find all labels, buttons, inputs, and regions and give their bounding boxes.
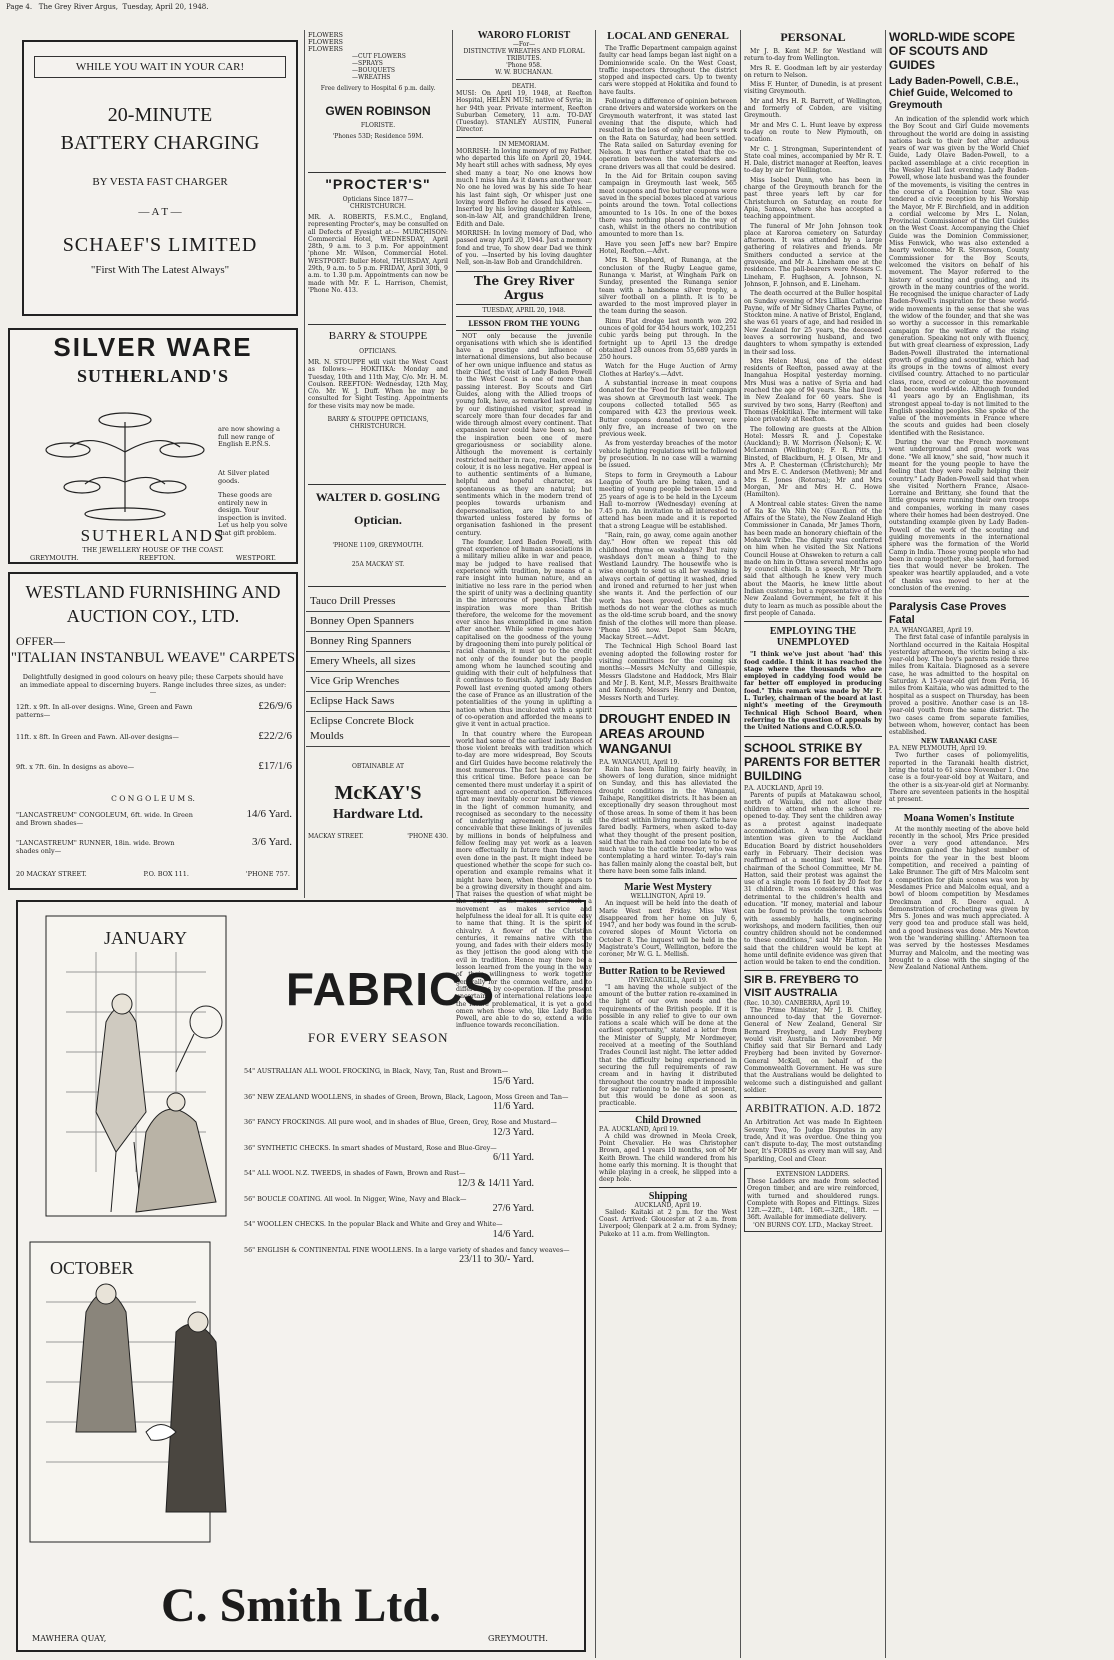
westland-pobox: P.O. BOX 111.	[143, 870, 189, 878]
flower-kind: —SPRAYS	[352, 60, 383, 67]
taranaki-body: Two further cases of poliomyelitis, reported in the Taranaki health district, bring the total to 61 since November 1. One case is a four-year-old boy at Waitara, and the other is a six-year-old girl at Normanby. There are seventeen patients in the hospital at present.	[889, 752, 1029, 804]
divider	[599, 1187, 737, 1188]
flower-kinds	[308, 53, 448, 81]
personal-paragraph: The death occurred at the Buller hospital on Sunday evening of Mrs Lillian Catherine Payne, wife of Mr Sidney Charles Payne, of Stockton mine. A native of Bristol, England, she was 61 years of age, and had resided in New Zealand for 25 years, the deceased leaves a sorrowing husband, and two daughters to whom sympathy is extended in their sad loss.	[744, 290, 882, 356]
epergne-arm-left	[70, 441, 125, 452]
local-paragraph: Have you seen Jeff's new bar? Empire Hotel, Reefton.—Advt.	[599, 240, 737, 256]
divider	[599, 706, 737, 707]
divider	[599, 1111, 737, 1112]
editorial-title: LESSON FROM THE YOUNG	[468, 318, 580, 328]
fabrics-subtitle: FOR EVERY SEASON	[308, 1030, 449, 1045]
procters-city: CHRISTCHURCH.	[350, 203, 406, 210]
sutherland-tagline: THE JEWELLERY HOUSE OF THE COAST.	[82, 546, 224, 554]
local-paragraph: Rimu Flat dredge last month won 292 ounces of gold for 454 hours work, 102,251 cubic yards being put through. In the fortnight up to April 13 the dredge obtained 128 ounces from 55,689 yards in 250 hours.	[599, 317, 737, 362]
sutherland-towns	[30, 554, 276, 562]
westland-congoleums-heading: C O N G O L E U M S.	[111, 794, 195, 803]
editorial-paragraph: In that country where the European world had some of the earliest instances of those violent breaks with tradition which to-day are more widespread, Boy Scouts and Girl Guides have become relatively the most numerous. The fact has a lesson for this critical time. Before peace can be cemented there must underlay it a spirit of agreement and co-operation. Differences that may inevitably occur must be viewed in the light of common humanity, and recognised as secondary to the necessity of underlying agreement. It is still conceivable that these linkings of juveniles by millions in bonds of helpfulness and fellow feeling may yet work as a leaven more effectually in future than they have even done in the past. It might indeed be questioned whether the scope for such co-operation and example remains what it might have been, when there appears to be a growing diversity in thought and aim. That raises the question of what might be the core or the essence of such a movement as makes service and helpfulness the ideal for all. It is quite easy to name that thing. It is the spirit of chivalry. A flower of the Christian centuries, it remains native with the young, and fades with their elders mostly as they jettison the good along with the evil in tradition. Hence may there be a lesson learned from the young in the way of their willingness to work together generally for the common welfare, and to differences by co-operation. If the present uncertainty of international relations leave the future problematical, it is yet a good omen when those who, like Lady Baden Powell, are able to do so, extend a wide influence towards reconciliation.	[456, 730, 592, 1030]
marie-west-title: Marie West Mystery	[624, 882, 712, 894]
schaef-by-line: BY VESTA FAST CHARGER	[92, 176, 228, 188]
child-drowned-title: Child Drowned	[635, 1114, 701, 1126]
westland-footer	[16, 870, 290, 878]
mckays-item: Emery Wheels, all sizes	[306, 652, 450, 672]
school-strike-dateline: P.A. AUCKLAND, April 19.	[744, 784, 824, 792]
schaef-name: SCHAEF'S LIMITED	[62, 234, 258, 256]
westland-intro: Delightfully designed in good colours on heavy pile; these Carpets should have an immediate appeal to discerning buyers. Range includes three sizes, as under:—	[19, 674, 287, 696]
marie-west-body: An inquest will be held into the death of Marie West next Friday. Miss West disappeared from her home on July 6, 1947, and her body was found in the scrub-covered slopes of Mount Victoria on October 8. The inquest will be held in the Magistrate's Court, Wellington, before the coroner, Mr W. G. L. Mellish.	[599, 900, 737, 959]
taranaki-heading: NEW TARANAKI CASE	[921, 738, 997, 746]
procters-since: Opticians Since 1877—	[342, 196, 414, 203]
westland-congoleum-item	[16, 836, 292, 864]
schaef-heading-1: 20-MINUTE	[107, 104, 213, 126]
personal-paragraph: Miss F. Hunter, of Dunedin, is at present visiting Greymouth.	[744, 81, 882, 96]
local-paragraph: As from yesterday breaches of the motor vehicle lighting regulations will be followed by prosecution. In no case will a warning be issued.	[599, 440, 737, 470]
local-paragraph: Following a difference of opinion between crane drivers and waterside workers on the Greymouth waterfront, it was stated last evening that the dispute, which had resulted in the loss of only one hour's work on the Rata on Saturday, had been settled. The Rata sailed on Saturday evening for Nelson. It was further stated that the co-operation between the watersiders and crane drivers was all that could be desired.	[599, 98, 737, 171]
mckays-item: Eclipse Concrete Block Moulds	[306, 712, 450, 747]
column-rule	[885, 30, 886, 1658]
editorial-date: TUESDAY, APRIL 20, 1948.	[482, 306, 566, 314]
robinson-florist-ad	[308, 32, 448, 182]
local-general-title: LOCAL AND GENERAL	[607, 30, 729, 42]
personal-paragraph: Mr J. B. Kent M.P. for Westland will return to-day from Wellington.	[744, 48, 882, 63]
school-strike-body: Parents of pupils at Matakawau school, north of Waiuku, did not allow their children to attend when the school re-opened to-day. They sent the children away as a protest against inadequate accommodation. A warning of their intention was given to the Auckland Education Board by district householders early in February. Their decision was reaffirmed at a meeting last week. The chairman of the School Committee, Mr M. Hatton, said their protest was against the use of a single room 16 feet by 20 feet for 31 children. It was considered this was detrimental to the children's health and education. "If money, material and labour can be found to provide the town schools with assembly halls, engineering workshops, and modern facilities, then our country children should not be condemned to these conditions," said Mr Hatton. He said that the children would be kept at home until definite evidence was given that action would be taken to end the condition.	[744, 791, 882, 967]
butter-dateline: INVERCARGILL, April 19.	[628, 976, 708, 984]
butter-body: "I am having the whole subject of the amount of the butter ration re-examined in the light of our own needs and the requirements of the British people. If it is possible in any relief to give to our own rations a scale which will be done at the earliest opportunity," stated a letter from the Minister of Supply, Mr Nordmeyer, received at a meeting of the Southland Trades Council last night. The letter added that the difficulty being experienced in securing the full requirements of raw cream and in having it distributed throughout the country made it impossible for sugar rationing to be lifted at present, but this would be done as soon as practicable.	[599, 983, 737, 1108]
scouts-body: An indication of the splendid work which the Boy Scout and Girl Guide movements throughout the world are doing in assisting nations back to their feet after arduous years of war was given by the World Chief Guide, Lady Olave Baden-Powell, to a packed assemblage at a civic reception in the Wesley Hall last evening. Lady Baden-Powell, whose late husband was the founder of the movements, is visiting the centres in the course of a Dominion tour. She was tendered a civic reception by his Worship the Mayor, Mr F. Birchfield, and in addition a cordial welcome by Mrs L. Nolan, Provincial Commissioner of the Girl Guides on the West Coast. Accompanying the Chief Guide was the Dominion Commissioner, Miss Fenwick, who was also extended a hearty welcome. Mr R. Stevenson, County Commissioner for the Boy Scouts, welcomed the visitors on behalf of his movement. The Mayor referred to the history of scouting and guiding, and its growth in the many countries of the world. He recognised the unique character of Lady Baden-Powell's inspiration for these world-wide movements in the sense that she was the widow of the founder, and that she was so worthy a successor in this remarkable campaign for the welfare of the rising generation. Speaking not only with fluency, but with great clearness of expression, Lady Baden-Powell illustrated the international growth of guiding and scouting, which had its groups in the towns of almost every civilised country. Attached to no particular class, race, creed or colour, the movement had become world-wide. Although founded 41 years ago by an Englishman, its strongest appeal to-day is not limited to the English speaking peoples. She spoke of the value of the movements in France where the scouts and guides had been closely identified with the Resistance.	[889, 116, 1029, 437]
epergne-arm-low-right	[125, 477, 165, 484]
mckays-phone: 'PHONE 430.	[407, 833, 448, 840]
arbitration-body: An Arbitration Act was made In Eighteen Seventy Two, To Judge Disputes in any trade, And it was overdue. One thing you can't dispute to-day, The most outstanding beer, It's FORDS as every man will say, And Sparkling, Cool and Clear.	[744, 1119, 882, 1163]
fabric-desc: 54" ALL WOOL N.Z. TWEEDS, in shades of Fawn, Brown and Rust—	[244, 1169, 466, 1177]
personal-paragraph: Mr and Mrs C. L. Hunt leave by express to-day on route to New Plymouth, on vacation.	[744, 121, 882, 144]
flowers-line: FLOWERS	[308, 38, 343, 46]
personal-paragraph: Mr C. J. Strongman, Superintendent of State coal mines, accompanied by Mr R. T. H. Dale, district manager at Reefton, leaves to-day by air for Wellington.	[744, 145, 882, 175]
westland-item-desc: "LANCASTREUM" CONGOLEUM, 6ft. wide. In Green and Brown shades—	[16, 811, 193, 827]
freyberg-body: The Prime Minister, Mr J. B. Chifley, announced to-day that the Governor-General of New Zealand, General Sir Bernard Freyberg, and Lady Freyberg would visit Australia in November. Mr Chifley said that Sir Bernard and Lady Freyberg had been invited by Governor-General McKell, on behalf of the Commonwealth Government. He was sure that the Australians would be delighted to welcome such a distinguished and gallant soldier.	[744, 1006, 882, 1094]
mckays-address: MACKAY STREET.	[308, 833, 364, 840]
gwen-robinson-name: GWEN ROBINSON	[325, 104, 431, 118]
epergne-bowl-low-right	[150, 481, 186, 493]
mckays-item: Tauco Drill Presses	[306, 592, 450, 612]
freyberg-dateline: (Rec. 10.30). CANBERRA, April 19.	[744, 999, 852, 1007]
local-paragraph: "Rain, rain, go away, come again another day." How often we repeat this old childhood rhyme on washdays? But rainy washdays don't mean a thing to the Westland Laundry. The housewife who is wise enough to send us all her washing is always certain of getting it washed, dried and ironed and returned to her just when she wants it. And the perfection of our work has been proved. Our scientific methods do not wear the clothes as much as the old-time scrub board, and the snowy finish of the clothes will more than please. 'Phone 136 now. Depot Sam McArn, Mackay Street.—Advt.	[599, 532, 737, 642]
fabric-price: 23/11 to 30/- Yard.	[459, 1254, 534, 1265]
column-three	[456, 30, 592, 1658]
memoriam-notice: MORRISH: In loving memory of my Father, who departed this life on April 20, 1944. My heart still aches with sadness, My eyes shed many a tear, No one knows how much I miss him As it dawns another year. No one he loved was by his side To hear his last faint sigh, Or whisper just one loving word Before he closed his eyes. —Inserted by his loving daughter Kathleen, son-in-law Alf, and grandchildren Irene, Edith and Dale.	[456, 147, 592, 228]
procters-body: MR. A. ROBERTS, F.S.M.C., England, representing Procter's, may be consulted on all Defects of Eyesight at:— MURCHISON: Commercial Hotel, WEDNESDAY, April 28th, 9 a.m. to 3 p.m. For appointment 'phone Mr. Wilson, Commercial Hotel. WESTPORT: Buller Hotel, THURSDAY, April 29th, 9 a.m. to 5 p.m. FRIDAY, April 30th, 9 a.m. to 1.30 p.m. Appointments can now be made with Mr. F. L. Harrison, Chemist, 'Phone No. 413.	[308, 214, 448, 294]
gosling-ad	[308, 490, 448, 580]
divider	[744, 621, 882, 622]
ladders-body: These Ladders are made from selected Oregon timber, and are wire reinforced, with turned and shouldered rungs. Complete with Ropes and Fittings. Sizes 12ft.—22ft., 14ft. 16ft.—32ft., 18ft. — 36ft. Available for immediate delivery.	[747, 1178, 879, 1222]
barry-sub: OPTICIANS.	[359, 348, 397, 355]
westland-carpet-item	[16, 730, 292, 760]
c-smith-address: MAWHERA QUAY,	[32, 1634, 107, 1643]
waroro-owner: W. W. BUCHANAN.	[495, 69, 553, 76]
westland-carpet-list	[16, 700, 292, 790]
westland-carpets-heading: "ITALIAN INSTANBUL WEAVE" CARPETS	[10, 650, 296, 666]
westland-offer: OFFER—	[16, 634, 66, 648]
epergne-bowl-right	[160, 443, 204, 457]
westland-carpet-item	[16, 700, 292, 730]
gosling-sub: Optician.	[354, 513, 402, 527]
divider	[308, 586, 446, 587]
westland-carpet-item	[16, 760, 292, 790]
schaef-heading-2: BATTERY CHARGING	[60, 132, 260, 154]
epergne-bowl-low-left	[64, 481, 100, 493]
schaef-ad	[22, 40, 298, 316]
divider	[889, 596, 1029, 597]
divider	[308, 484, 446, 485]
mckays-item: Bonney Open Spanners	[306, 612, 450, 632]
westland-item-price: £26/9/6	[258, 700, 292, 712]
flowers-line: FLOWERS	[308, 45, 343, 53]
fabric-price: 14/6 Yard.	[492, 1228, 534, 1240]
flowers-delivery: Free delivery to Hospital 6 p.m. daily.	[320, 85, 436, 92]
personal-paragraph: Mrs R. E. Goodman left by air yesterday on return to Nelson.	[744, 64, 882, 79]
death-heading: DEATH.	[511, 83, 537, 90]
paralysis-body: The first fatal case of infantile paralysis in Northland occurred in the Kaitaia Hospital yesterday afternoon, the victim being a six-year-old boy. The boy's parents reside three miles from Kaitaia. Diagnosed as a severe case, he was admitted to the hospital on Saturday. A 15-year-old girl from Peria, 16 miles from Kaitaia, who was admitted to the hospital as a suspect on Thursday, has been proved a positive. Another case is an 18-year-old youth from the same district. The two cases came from separate families, between whom, however, contact has been established.	[889, 634, 1029, 737]
westland-heading-2: AUCTION COY., LTD.	[66, 606, 240, 626]
personal-paragraph: The following are guests at the Albion Hotel: Messrs R. and J. Copestake (Auckland); B. W. Morrison (Nelson); K. W. McLennan (Wellington); F. R. Pitts, J. Binsted, of Blackburn, H. J. Olsen, Mr and Mrs A. P. Chesterman (Christchurch); Mr and Mrs E. C. Anderson (Methven); Mr and Mrs E. Jones (Rotorua); Mr and Mrs Morgan, Mr and Mrs H. C. Howe (Hamilton).	[744, 425, 882, 499]
woman-figure-head	[188, 1312, 208, 1332]
barry-body: MR. N. STOUPPE will visit the West Coast as follows:— HOKITIKA: Monday and Tuesday, 10th and 11th May, C/o. Mr. H. M. Coulson. REEFTON: Wednesday, 12th May, C/o. Mr. W. J. Duff. When he may be consulted for Sight Testing. Appointments for these visits may now be made.	[308, 359, 448, 410]
local-paragraph: Watch for the Huge Auction of Army Clothes at Harley's.—Advt.	[599, 363, 737, 378]
ladders-company: 'ON BURNS COY. LTD., Mackay Street.	[753, 1221, 873, 1229]
mckays-item: Vice Grip Wrenches	[306, 672, 450, 692]
divider	[599, 962, 737, 963]
divider	[599, 878, 737, 879]
calendar-label-october: OCTOBER	[50, 1258, 134, 1278]
mckays-item: Bonney Ring Spanners	[306, 632, 450, 652]
flower-kind: —BOUQUETS	[352, 67, 395, 74]
column-six	[889, 30, 1029, 1658]
fabric-desc: 36" SYNTHETIC CHECKS. In smart shades of Mustard, Rose and Blue-Grey—	[244, 1143, 497, 1152]
school-strike-title: SCHOOL STRIKE BY PARENTS FOR BETTER BUILDING	[744, 740, 881, 783]
sutherland-subheading: SUTHERLAND'S	[76, 366, 230, 386]
shipping-dateline: AUCKLAND, April 19.	[634, 1201, 702, 1209]
gwen-robinson-phones: 'Phones 53D; Residence 59M.	[332, 133, 424, 140]
personal-title: PERSONAL	[780, 30, 846, 44]
shipping-body: Sailed: Kaitaki at 2 p.m. for the West Coast. Arrived: Gloucester at 2 a.m. from Liverpool; Glenpark at 2 a.m. from Sydney; Pukeko at 11 a.m. from Wellington.	[599, 1208, 737, 1238]
divider	[456, 304, 592, 305]
fabrics-title: FABRICS	[286, 963, 495, 1015]
waroro-services: DISTINCTIVE WREATHS AND FLORAL TRIBUTES.	[463, 48, 585, 62]
epergne-arm-low-left	[85, 477, 125, 484]
c-smith-name: C. Smith Ltd.	[160, 1579, 442, 1632]
barry-stouppe-ad	[308, 330, 448, 480]
moana-body: At the monthly meeting of the above held recently in the school, Mrs Price presided over a very good attendance. Mrs Dreckman gained the highest number of points for the year in the best bloom competition, and received a painting of Lake Brunner. The gift of Mrs Malcolm sent a competition for plain scones was won by Mesdames Price and Malcolm equal, and a bowl of bloom competition by Mesdames Dreckman and R. Deere equal. A demonstration of crocheting was given by Mrs S. Jones and was much appreciated. A very good tea and produce stall was held, and a good business was done. Mrs Newton won the 'wandering shilling.' Afternoon tea was served by the hostesses Mesdames Murray and Malcolm, and the meeting was brought to a close with the singing of the New Zealand National Anthem.	[889, 825, 1029, 972]
memoriam-notice: MORRISH: In loving memory of Dad, who passed away April 20, 1944. Just a memory fond and true, To show dear Dad we think of you. —Inserted by his loving daughter Nell, son-in-law Bob and Grandchildren.	[456, 230, 592, 267]
newspaper-flag: The Grey River Argus	[473, 273, 575, 302]
ladders-ad	[744, 1168, 882, 1232]
fabric-price: 27/6 Yard.	[492, 1203, 534, 1214]
paralysis-title: Paralysis Case Proves Fatal	[889, 601, 1007, 627]
local-paragraph: A substantial increase in meat coupons donated for the 'Food for Britain' campaign was shown at Greymouth last week. The coupons collected totalled 565 as compared with 423 the previous week. Butter coupons donated however, were only five, an increase of two on the previous week.	[599, 380, 737, 439]
divider	[456, 137, 592, 138]
woman-figure-coat-dark	[166, 1324, 226, 1512]
moana-title: Moana Women's Institute	[903, 812, 1015, 824]
gosling-address: 25A MACKAY ST.	[351, 561, 405, 568]
sutherland-ad	[8, 328, 298, 564]
page-number: Page 4.	[6, 3, 33, 11]
divider	[456, 316, 592, 317]
mckays-ad	[306, 592, 450, 892]
westland-item-desc: 9ft. x 7ft. 6in. In designs as above—	[16, 763, 135, 771]
column-rule	[740, 30, 741, 1658]
westland-ad	[8, 572, 298, 890]
gosling-name: WALTER D. GOSLING	[315, 490, 441, 504]
scouts-body: During the war the French movement went underground and great work was done. "We all know," she said, "how much it meant for the young people to have the feeling that they were really helping their country." Lady Baden-Powell said that when she visited Northern France, Alsace-Lorraine and Brittany, she found that the little groups were running their own troops and companies, working in many cases where their homes had been destroyed. One outstanding example given by Lady Baden-Powell of the work of the scouting and guiding movements in the international sphere was the formation of the World Camp in India. Those young people who had been in camp together, she said, had formed ties that would never be broken. The speaker was heartily applauded, and a vote of thanks was moved to her at the conclusion of the evening.	[889, 439, 1029, 592]
drought-dateline: P.A. WANGANUI, April 19.	[599, 758, 680, 766]
divider	[744, 736, 882, 737]
fabric-price: 6/11 Yard.	[492, 1152, 534, 1163]
local-paragraph: The Technical High School Board last evening adopted the following roster for visiting committees for the coming six months:—Messrs McNulty and Gillespie, Messrs Gladstone and Haddock, Mrs Blair and Mr J. B. Kent, M.P., Messrs Braithwaite and Kennedy, Messrs Henry and Denton, Messrs North and Turley.	[599, 643, 737, 702]
fabric-price: 12/3 Yard.	[492, 1126, 534, 1138]
sutherland-town: WESTPORT.	[235, 554, 276, 562]
barry-footer: BARRY & STOUPPE OPTICIANS, CHRISTCHURCH.	[327, 416, 429, 431]
mckays-hardware: Hardware Ltd.	[333, 807, 423, 822]
fabric-desc: 56" ENGLISH & CONTINENTAL FINE WOOLLENS. In a large variety of shades and fancy weaves—	[244, 1245, 570, 1254]
column-rule	[452, 30, 453, 898]
westland-item-price: £17/1/6	[258, 760, 292, 772]
sutherland-copy-1: are now showing a full new range of English E.P.N.S.	[218, 426, 280, 448]
marie-west-dateline: WELLINGTON, April 19.	[630, 893, 706, 901]
fabric-desc: 36" NEW ZEALAND WOOLLENS, in shades of Green, Brown, Black, Lagoon, Moss Green and Tan—	[244, 1092, 569, 1101]
editorial-paragraph: The founder, Lord Baden Powell, with great experience of human associations in a military milieu alike in war and peace, may be judged to have realised that experience with tradition, by means of a rare insight into human nature, and an initiative no less rare in the period when the spirit of unity was a declining quantity in the intercourse of peoples. That the inspiration was more than British therefore, the welcome for the movement ever since has exemplified in one nation after another. While some regimes have capitalised on the goodness of the young by dragooning them into purely political or racial channels, it must go to the credit not only of the founder but the people among whom he launched scouting and guiding with their cult of helpfulness that it continues to flourish. Aptly Lady Baden Powell last evening quoted among others the case of France as an illustration of the potentialities of the young in uplifting a nation when thus inculcated with a spirit of co-operation and afforded the means to give it vent in actual practice.	[456, 538, 592, 729]
westland-item-desc: 12ft. x 9ft. In all-over designs. Wine, Green and Fawn patterns—	[16, 703, 193, 719]
epergne-arm-right	[125, 441, 180, 452]
child-drowned-body: A child was drowned in Meola Creek, Point Chevalier. He was Christopher Brown, aged 1 years 10 months, son of Mr Keith Brown. The child wandered from his home early this morning. It is thought that while playing in a creek, he slipped into a deep hole.	[599, 1132, 737, 1184]
fabric-price: 11/6 Yard.	[492, 1101, 534, 1112]
westland-item-price: £22/2/6	[258, 730, 292, 742]
westland-phone: 'PHONE 757.	[245, 870, 290, 878]
column-five	[744, 30, 882, 1658]
paralysis-dateline: P.A. WHANGAREI, April 19.	[889, 627, 974, 635]
column-rule	[304, 30, 305, 898]
taranaki-dateline: P.A. NEW PLYMOUTH, April 19.	[889, 745, 987, 753]
schaef-slogan: "First With The Latest Always"	[90, 264, 230, 276]
masthead-date: Tuesday, April 20, 1948.	[122, 3, 209, 11]
sutherland-copy-2: At Silver plated goods.	[218, 470, 270, 485]
divider	[744, 970, 882, 971]
mckays-name: McKAY'S	[334, 782, 422, 804]
schaef-top-line: WHILE YOU WAIT IN YOUR CAR!	[34, 56, 286, 78]
fabric-desc: 54" AUSTRALIAN ALL WOOL FROCKING, in Black, Navy, Tan, Rust and Brown—	[244, 1068, 509, 1075]
divider	[456, 330, 592, 331]
procters-ad	[308, 176, 448, 322]
personal-paragraph: Mr and Mrs H. R. Barrett, of Wellington, and formerly of Cobden, are visiting Greymouth.	[744, 97, 882, 120]
divider	[308, 172, 446, 173]
divider	[308, 324, 446, 325]
westland-item-price: 14/6 Yard.	[246, 808, 292, 820]
sutherland-town: GREYMOUTH.	[30, 554, 79, 562]
freyberg-title: SIR B. FREYBERG TO VISIT AUSTRALIA	[744, 973, 859, 999]
fabric-price: 15/6 Yard.	[492, 1075, 534, 1087]
local-paragraph: Mrs R. Shepherd, of Runanga, at the conclusion of the Rugby League game, Runanga v. Marist, at Wingham Park on Sunday, presented the Runanga senior team with a handsome silver trophy, a silver football on a plinth. It is to be awarded to the most improved player in the team during the season.	[599, 257, 737, 316]
scouts-subtitle: Lady Baden-Powell, C.B.E., Chief Guide, Welcomed to Greymouth	[889, 76, 1019, 111]
fabric-price: 12/3 & 14/11 Yard.	[457, 1177, 534, 1189]
mckays-item: Eclipse Hack Saws	[306, 692, 450, 712]
shipping-title: Shipping	[648, 1190, 688, 1202]
flowers-line: FLOWERS	[308, 32, 343, 39]
woman-figure-head	[167, 1093, 185, 1111]
schaef-at: — A T —	[138, 206, 182, 218]
epergne-illustration	[40, 392, 210, 522]
woman-figure-head	[96, 1284, 116, 1304]
ladders-title: EXTENSION LADDERS.	[776, 1171, 850, 1178]
sutherland-copy-3: These goods are entirely new in design. Your inspection is invited. Let us help you solve that gift problem.	[218, 492, 288, 537]
gosling-phone: 'PHONE 1109, GREYMOUTH.	[332, 542, 424, 549]
westland-congoleum-item	[16, 808, 292, 836]
westland-congoleum-list	[16, 808, 292, 864]
epergne-bowl-left	[46, 443, 90, 457]
divider	[889, 808, 1029, 809]
death-notice: MUSI: On April 19, 1948, at Reefton Hospital, HELEN MUSI; native of Syria; in her 94th year. Private interment, Reefton Suburban Cemetery, 11 a.m. TO-DAY (Tuesday). STANLEY AUSTIN, Funeral Director.	[456, 90, 592, 134]
employing-title: EMPLOYING THE UNEMPLOYED	[769, 626, 857, 649]
drought-title: DROUGHT ENDED IN AREAS AROUND WANGANUI	[599, 710, 731, 756]
column-rule	[595, 30, 596, 1658]
gwen-robinson-title: FLORISTE.	[360, 122, 396, 129]
mckays-footer	[306, 833, 450, 840]
calendar-label-january: JANUARY	[104, 928, 188, 948]
fashion-illustration	[26, 912, 262, 1562]
woman-figure-head	[112, 994, 132, 1014]
waroro-name: WARORO FLORIST	[477, 30, 571, 41]
divider	[456, 79, 592, 80]
scouts-title: WORLD-WIDE SCOPE OF SCOUTS AND GUIDES	[889, 30, 1015, 72]
westland-item-desc: "LANCASTREUM" RUNNER, 18in. wide. Brown shades only—	[16, 839, 175, 855]
flower-kind: —CUT FLOWERS	[352, 53, 406, 60]
divider	[456, 271, 592, 272]
local-paragraph: The Traffic Department campaign against faulty car head lamps began last night on a Dominionwide scale. On the West Coast, traffic inspectors throughout the district stopped and inspected cars. Up to twenty cars were stopped at Hokitika and found to have faults.	[599, 45, 737, 96]
procters-name: "PROCTER'S"	[325, 176, 431, 192]
drought-body: Rain has been falling fairly heavily, in showers of long duration, since midnight on Sunday, and this has alleviated the drought conditions in the Wanganui, Taihape, Rangitikei districts. It has been an exceptionally dry season throughout most of those areas. In some of them it has been the driest within living memory. Cattle have fared badly. Farmers, when asked to-day what they thought of the present position, said that the rain had come too late to be of much value to the cattle breeder, who was contemplating a hard winter. To-day's rain has fallen mainly along the coastal belt, but there have been some falls inland.	[599, 765, 737, 875]
fabric-desc: 56" BOUCLE COATING. All wool. In Nigger, Wine, Navy and Black—	[244, 1194, 467, 1203]
barry-name: BARRY & STOUPPE	[328, 330, 428, 342]
child-drowned-dateline: P.A. AUCKLAND, April 19.	[599, 1125, 679, 1133]
editorial-paragraph: NOT only because the juvenile organisations with which she is identified have a prestige and influence of international dimensions, but also because of her own unique influence and status as their Chief, the visit of Lady Baden Powell to the West Coast is one of more than passing interest. Boy Scouts and Girl Guides, along with the Allied troops of young folk, have, as remarked last evening by our distinguished visitor, spread in scarcely more than four decades far and wide through almost every continent. That expansion never could have been so, had the inspiration been one of mere gregariousness or sociability alone. Although the movement is certainly restricted neither in race, realm, creed nor colour, it is no less negative. Her appeal is to authentic sentiments of a humane, helpful and hopeful character, as spontaneous as they are natural; but sentiments which in the modern trend of peoples towards urbanism and depersonalisation, are liable to be thwarted unless fostered by forms of organisation fashioned in the present century.	[456, 332, 592, 537]
arbitration-title: ARBITRATION. A.D. 1872	[745, 1101, 881, 1116]
westland-address: 20 MACKAY STREET.	[16, 870, 87, 878]
column-four	[599, 30, 737, 1658]
flower-kind: —WREATHS	[352, 74, 391, 81]
memoriam-heading: IN MEMORIAM.	[498, 140, 550, 148]
fabric-desc: 36" FANCY FROCKINGS. All pure wool, and in shades of Blue, Green, Grey, Rose and Mustard—	[244, 1118, 557, 1126]
personal-paragraph: A Montreal cable states: Given the name of Ra Ke Wa Nih Ne (Guardian of the Affairs of the State), the New Zealand High Commissioner in Canada, Mr James Thorn, has been made an honorary chieftain of the Mohawk Tribe. The dignity was conferred on him when he visited the Six Nations Council House at Ohsweken to return a call made on him in Ottawa several months ago by council chiefs. In a speech, Mr Thorn said that although he knew very much about the Maoris, he knew little about Indian customs; but a representative of the New Zealand Government, he felt it his duty to learn as much as possible about the first people of Canada.	[744, 500, 882, 617]
mckays-obtain: OBTAINABLE AT	[352, 763, 404, 770]
personal-paragraph: Mrs Helen Musi, one of the oldest residents of Reefton, passed away at the Inangahua Hospital yesterday morning. Mrs Musi was a native of Syria and had reached the age of 94 years. She had lived in New Zealand for 60 years. She is survived by two sons, Harry (Reefton) and Thomas (Hokitika). The interment will take place privately at Reefton.	[744, 357, 882, 424]
personal-paragraph: The funeral of Mr John Johnson took place at Karoroa cemetery on Saturday afternoon. It was attended by a large gathering of relatives and friends. Mr Smithers conducted a service at the graveside, and Mr A. Lineham one at the residence. The pall-bearers were Messrs C. Lineham, F. Hughson, A. Johnson, N. Johnson, F. Johnson, and E. Lineham.	[744, 222, 882, 288]
c-smith-town: GREYMOUTH.	[488, 1634, 548, 1643]
waroro-for: —For—	[512, 41, 536, 48]
masthead	[6, 3, 306, 15]
sutherland-heading: SILVER WARE	[53, 332, 253, 362]
westland-heading-1: WESTLAND FURNISHING AND	[25, 582, 281, 602]
waroro-phone: 'Phone 958.	[506, 62, 542, 69]
personal-paragraph: Miss Isobel Dunn, who has been in charge of the Greymouth branch for the past three years left by car for Christchurch on Saturday, en route for Apia, Samoa, where she has accepted a teaching appointment.	[744, 176, 882, 221]
sutherland-name: SUTHERLANDS	[80, 526, 226, 545]
sutherland-town: REEFTON.	[139, 554, 176, 562]
local-paragraph: Steps to form in Greymouth a Labour League of Youth are being taken, and a meeting of young people between 15 and 25 years of age is to be held in the Lyceum Hall to-morrow (Wednesday) evening at 7.45 p.m. An invitation to all interested to attend has been made and it is reported that a strong League will be established.	[599, 471, 737, 530]
paper-name: The Grey River Argus,	[38, 3, 118, 11]
local-paragraph: In the Aid for Britain coupon saving campaign in Greymouth last week, 565 meat coupons and five butter coupons were saved in the special boxes placed at various points around the town. Total collections amounted to 1s 10s. In one of the boxes there was nothing placed in the way of cash, whilst in the others no contribution amounted to more than 1s.	[599, 173, 737, 239]
employing-body: "I think we've just about 'had' this food caddie. I think it has reached the stage where the thousands who are employed in caddying food would be far better off employed in producing food." This remark was made by Mr F. L. Turley, chairman of the board at last night's meeting of the Greymouth Technical High School Board, when referring to the question of appeals by the United Nations and C.O.R.S.O.	[744, 651, 882, 732]
westland-item-desc: 11ft. x 8ft. In Green and Fawn. All-over designs—	[16, 733, 179, 741]
butter-title: Butter Ration to be Reviewed	[599, 965, 725, 977]
divider	[744, 1097, 882, 1098]
westland-item-price: 3/6 Yard.	[251, 836, 292, 848]
fabric-desc: 54" WOOLLEN CHECKS. In the popular Black and White and Grey and White—	[244, 1220, 503, 1228]
